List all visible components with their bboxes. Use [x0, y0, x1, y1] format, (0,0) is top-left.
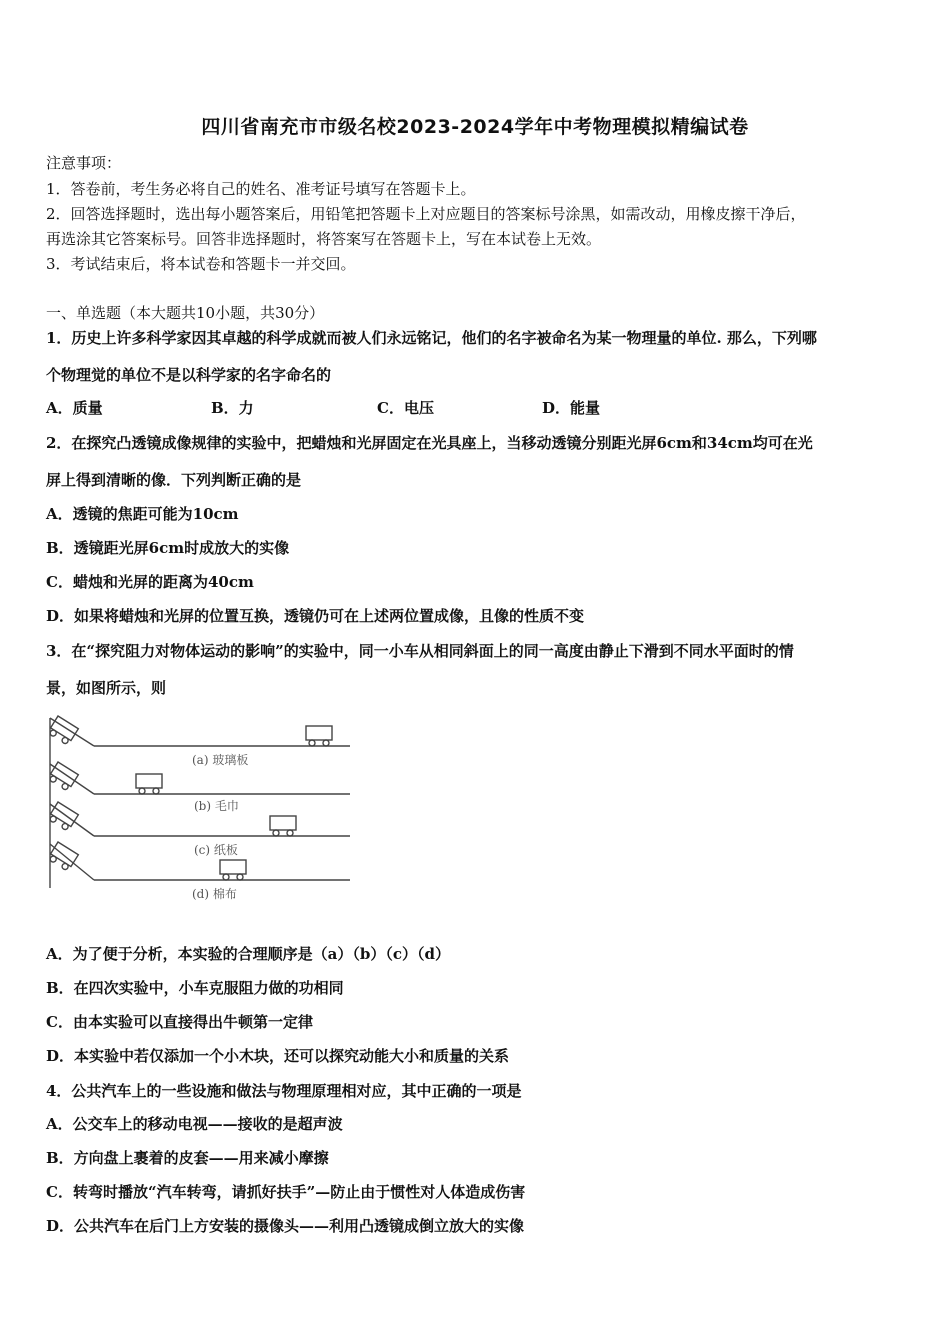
option-b: B．方向盘上裹着的皮套——用来减小摩擦	[46, 1149, 329, 1167]
notice-item: 3．考试结束后，将本试卷和答题卡一并交回。	[46, 255, 356, 273]
notice-item: 再选涂其它答案标号。回答非选择题时，将答案写在答题卡上，写在本试卷上无效。	[46, 230, 602, 248]
exam-title: 四川省南充市市级名校2023-2024学年中考物理模拟精编试卷	[201, 116, 749, 138]
question-2-text: 屏上得到清晰的像．下列判断正确的是	[46, 471, 302, 489]
question-1-text: 1．历史上许多科学家因其卓越的科学成就而被人们永远铭记，他们的名字被命名为某一物理量的单位. 那么，下列哪	[46, 329, 817, 347]
notice-item: 1．答卷前，考生务必将自己的姓名、准考证号填写在答题卡上。	[46, 180, 476, 198]
option-b: B．在四次实验中，小车克服阻力做的功相同	[46, 979, 344, 997]
question-3-text: 3．在“探究阻力对物体运动的影响”的实验中，同一小车从相同斜面上的同一高度由静止下滑到不同水平面时的情	[46, 642, 794, 660]
figure-label-a: (a) 玻璃板	[192, 753, 249, 767]
question-3-text: 景，如图所示，则	[46, 679, 167, 697]
notice-heading: 注意事项：	[46, 154, 122, 172]
option-d: D．公共汽车在后门上方安装的摄像头——利用凸透镜成倒立放大的实像	[46, 1217, 525, 1235]
question-1-text: 个物理觉的单位不是以科学家的名字命名的	[46, 366, 332, 384]
section-heading: 一、单选题（本大题共10小题，共30分）	[46, 304, 325, 322]
option-d: D．本实验中若仅添加一个小木块，还可以探究动能大小和质量的关系	[46, 1047, 510, 1065]
option-b: B．力	[211, 399, 254, 417]
question-2-text: 2．在探究凸透镜成像规律的实验中，把蜡烛和光屏固定在光具座上，当移动透镜分别距光屏6cm和34cm均可在光	[46, 434, 813, 452]
option-a: A．为了便于分析，本实验的合理顺序是（a）（b）（c）（d）	[46, 945, 450, 963]
figure-label-d: (d) 棉布	[192, 887, 237, 901]
option-c: C．电压	[377, 399, 434, 417]
option-d: D．能量	[542, 399, 601, 417]
figure-label-b: (b) 毛巾	[194, 799, 239, 813]
option-c: C．由本实验可以直接得出牛顿第一定律	[46, 1013, 313, 1031]
question-4-text: 4．公共汽车上的一些设施和做法与物理原理相对应，其中正确的一项是	[46, 1082, 522, 1100]
option-a: A．质量	[46, 399, 103, 417]
figure-label-c: (c) 纸板	[194, 843, 238, 857]
option-c: C．转弯时播放“汽车转弯，请抓好扶手”—防止由于惯性对人体造成伤害	[46, 1183, 526, 1201]
option-a: A．公交车上的移动电视——接收的是超声波	[46, 1115, 343, 1133]
option-b: B．透镜距光屏6cm时成放大的实像	[46, 539, 290, 557]
inclined-plane-figure	[44, 708, 356, 904]
notice-item: 2．回答选择题时，选出每小题答案后，用铅笔把答题卡上对应题目的答案标号涂黑，如需改动，用橡皮擦干净后，	[46, 205, 806, 223]
option-c: C．蜡烛和光屏的距离为40cm	[46, 573, 254, 591]
option-a: A．透镜的焦距可能为10cm	[46, 505, 239, 523]
option-d: D．如果将蜡烛和光屏的位置互换，透镜仍可在上述两位置成像，且像的性质不变	[46, 607, 585, 625]
